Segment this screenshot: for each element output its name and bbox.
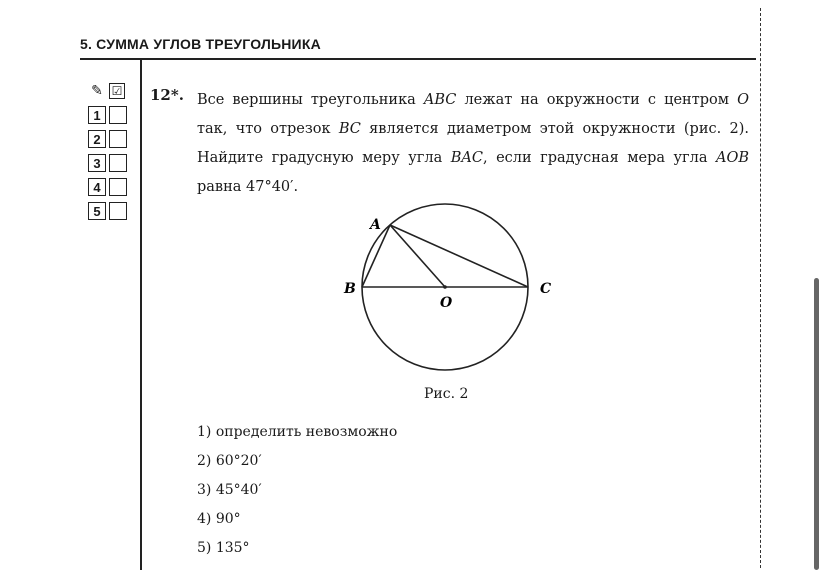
answer-row-3 — [88, 152, 127, 174]
label-a: A — [370, 217, 381, 233]
answer-checkbox-5[interactable] — [109, 202, 127, 220]
answer-label-3: 3 — [88, 154, 106, 172]
answer-row-2 — [88, 128, 127, 150]
answer-row-5 — [88, 200, 127, 222]
answer-checkbox-3[interactable] — [109, 154, 127, 172]
label-b: B — [344, 281, 356, 297]
pencil-icon: ✎ — [91, 83, 103, 99]
figure-circle-triangle — [330, 195, 570, 384]
label-c: C — [540, 281, 552, 297]
section-title: 5. СУММА УГЛОВ ТРЕУГОЛЬНИКА — [80, 36, 321, 52]
label-o: O — [440, 295, 453, 311]
page-cut-line — [760, 8, 761, 568]
option-5[interactable]: 5) 135° — [197, 540, 250, 556]
answer-label-2: 2 — [88, 130, 106, 148]
answer-label-5: 5 — [88, 202, 106, 220]
option-2[interactable]: 2) 60°20′ — [197, 453, 262, 469]
answer-options — [197, 418, 397, 563]
answer-label-4: 4 — [88, 178, 106, 196]
answer-label-1: 1 — [88, 106, 106, 124]
answer-row-4 — [88, 176, 127, 198]
answer-header-row — [88, 80, 127, 102]
answer-checkbox-2[interactable] — [109, 130, 127, 148]
check-icon: ☑ — [109, 83, 125, 99]
task-number: 12*. — [150, 86, 184, 104]
header-rule — [80, 58, 756, 60]
figure-caption: Рис. 2 — [424, 386, 469, 402]
answer-checkbox-4[interactable] — [109, 178, 127, 196]
geometry-diagram — [330, 195, 570, 380]
center-point — [443, 285, 447, 289]
option-1[interactable]: 1) определить невозможно — [197, 424, 398, 440]
option-3[interactable]: 3) 45°40′ — [197, 482, 262, 498]
scrollbar-thumb[interactable] — [814, 278, 819, 570]
segment-ab — [362, 225, 390, 287]
answer-checkbox-1[interactable] — [109, 106, 127, 124]
answer-row-1 — [88, 104, 127, 126]
task-statement: Все вершины треугольника ABC лежат на окружности с центром O так, что отрезок BC является диаметром этой окружности (рис. 2). Найдите градусную меру угла BAC, если градусная мера угла AOB равна 47°40′. — [197, 92, 749, 195]
segment-ao — [390, 225, 445, 287]
option-4[interactable]: 4) 90° — [197, 511, 241, 527]
segment-ac — [390, 225, 528, 287]
answer-box-column — [88, 80, 127, 224]
margin-rule — [140, 60, 142, 570]
